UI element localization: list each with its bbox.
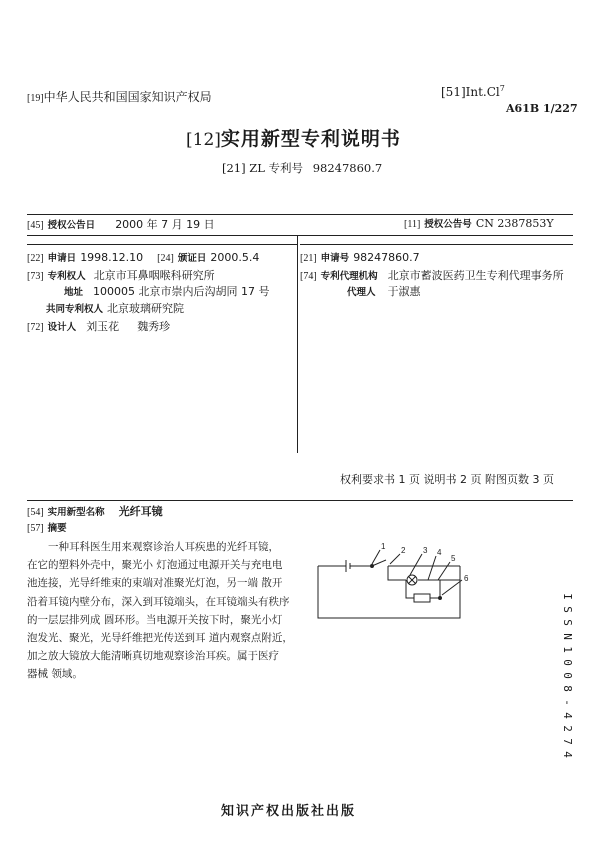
agent-row: 代理人 于淑惠 xyxy=(347,285,421,298)
copatentee-row: 共同专利权人 北京玻璃研究院 xyxy=(46,302,185,315)
abstract-body xyxy=(27,538,309,684)
abstract-line: 加之放大镜放大能清晰真切地观察诊治耳疾。属于医疗 xyxy=(27,650,279,663)
app-no-row: [21] 申请号 98247860.7 xyxy=(300,251,420,264)
utility-title-row: [54] 实用新型名称 光纤耳镜 xyxy=(27,505,163,518)
abstract-line: 沿着耳镜内壁分布，深入到耳镜端头，在耳镜端头有秩序 xyxy=(27,595,290,608)
ipc-value: A61B 1/227 xyxy=(506,102,578,115)
designer-1: 刘玉花 xyxy=(86,320,120,333)
divider-abstract xyxy=(27,500,573,501)
office-line: [19]中华人民共和国国家知识产权局 xyxy=(27,90,212,104)
abstract-line: 一种耳科医生用来观察诊治人耳疾患的光纤耳镜， xyxy=(48,541,279,553)
divider-right-thin xyxy=(300,244,573,245)
diagram-label-2: 2 xyxy=(401,546,406,555)
circuit-diagram xyxy=(310,540,480,625)
abstract-line: 池连接，光导纤维束的束端对准聚光灯泡，另一端 散开 xyxy=(27,577,283,590)
office-name: 中华人民共和国国家知识产权局 xyxy=(43,90,212,104)
wire-outer xyxy=(318,566,460,618)
abstract-line: 的一层层排列成 圆环形。当电源开关按下时，聚光小灯 xyxy=(27,613,283,626)
divider-top xyxy=(27,214,573,215)
grant-date-row: [45] 授权公告日 2000 年 7 月 19 日 xyxy=(27,218,215,231)
filing-row: [22] 申请日 1998.12.10 [24] 颁证日 2000.5.4 xyxy=(27,251,260,264)
doc-type-title: [12]实用新型专利说明书 xyxy=(186,128,401,150)
ipc-line: [51]Int.Cl$^7$ xyxy=(441,84,505,99)
agency-row: [74] 专利代理机构 北京市蓄波医药卫生专利代理事务所 xyxy=(300,269,564,282)
diagram-label-1: 1 xyxy=(381,542,386,551)
resistor-symbol xyxy=(414,594,430,602)
abstract-line: 泡发光、聚光，光导纤维把光传送到耳 道内观察点附近， xyxy=(27,632,293,645)
patentee-row: [73] 专利权人 北京市耳鼻咽喉科研究所 xyxy=(27,269,215,282)
wire-lower-right xyxy=(430,580,440,598)
abstract-line: 器械 领域。 xyxy=(27,668,83,681)
diagram-label-5: 5 xyxy=(451,554,456,563)
issn-vertical: I S S N 1 0 0 8 - 4 2 7 4 xyxy=(560,593,574,759)
diagram-label-6: 6 xyxy=(464,574,469,583)
wire-bulb-left xyxy=(388,566,406,580)
designer-row: [72] 设计人 刘玉花 魏秀珍 xyxy=(27,320,171,333)
utility-title: 光纤耳镜 xyxy=(118,505,163,518)
designer-2: 魏秀珍 xyxy=(137,320,171,333)
abstract-heading: [57] 摘要 xyxy=(27,523,67,534)
column-divider xyxy=(297,236,298,453)
pub-no-row: [11] 授权公告号 CN 2387853Y xyxy=(404,217,554,230)
diagram-label-3: 3 xyxy=(423,546,428,555)
publisher-footer: 知识产权出版社出版 xyxy=(221,804,357,819)
divider-left-thin xyxy=(27,244,297,245)
pages-info: 权利要求书 1 页 说明书 2 页 附图页数 3 页 xyxy=(340,473,554,486)
diagram-label-4: 4 xyxy=(437,548,442,557)
divider-grant xyxy=(27,235,573,236)
patent-number: [21] ZL 专利号 98247860.7 xyxy=(222,161,383,175)
address-row: 地址 100005 北京市崇内后沟胡同 17 号 xyxy=(64,285,270,298)
abstract-line: 在它的塑料外壳中，聚光小 灯泡通过电源开关与充电电 xyxy=(27,559,283,572)
